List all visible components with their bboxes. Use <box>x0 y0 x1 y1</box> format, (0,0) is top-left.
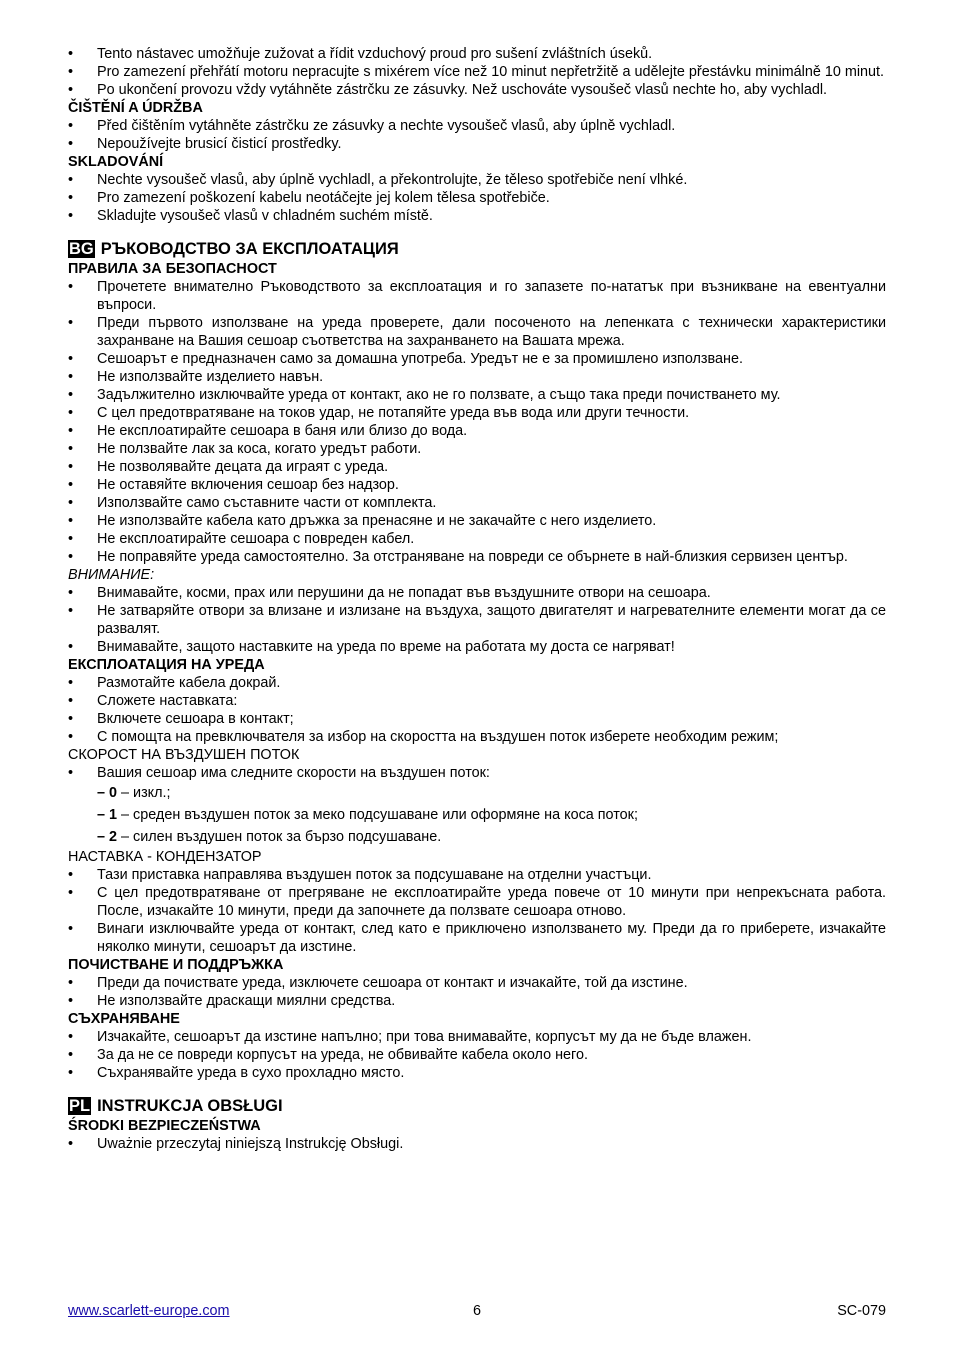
list-item: • Не използвайте изделието навън. <box>68 368 886 386</box>
list-item: • Uważnie przeczytaj niniejszą Instrukcję Obsługi. <box>68 1135 886 1153</box>
list-item: • Pro zamezení poškození kabelu neotáčejte jej kolem tělesa spotřebiče. <box>68 189 886 207</box>
list-item: • Изчакайте, сешоарът да изстине напълно; при това внимавайте, корпусът му да не бъде влажен. <box>68 1028 886 1046</box>
list-item: • С цел предотвратяване от прегряване не експлоатирайте уреда повече от 10 минути при непрекъсната работа. После, изчакайте 10 минути, преди да започнете да ползвате сешоара отново. <box>68 884 886 920</box>
section-heading: ПОЧИСТВАНЕ И ПОДДРЪЖКА <box>68 957 284 973</box>
model-number: SC-079 <box>837 1303 886 1319</box>
list-item: • Вашия сешоар има следните скорости на въздушен поток: <box>68 764 886 782</box>
speed-item: – 1 – среден въздушен поток за меко подсушаване или оформяне на коса поток; <box>97 807 638 823</box>
speed-item: – 0 – изкл.; <box>97 785 171 801</box>
language-tag-pl: PL <box>69 1097 91 1115</box>
list-item: • Не затваряйте отвори за влизане и излизане на въздуха, защото двигателят и нагревателните елементи могат да се развалят. <box>68 602 886 638</box>
list-item: • Před čištěním vytáhněte zástrčku ze zásuvky a nechte vysoušeč vlasů, aby úplně vychladl. <box>68 117 886 135</box>
list-item: • Преди да почиствате уреда, изключете сешоара от контакт и изчакайте, той да изстине. <box>68 974 886 992</box>
list-item: • Nepoužívejte brusicí čisticí prostředky. <box>68 135 886 153</box>
section-heading: ПРАВИЛА ЗА БЕЗОПАСНОСТ <box>68 261 277 277</box>
speed-item: – 2 – силен въздушен поток за бързо подсушаване. <box>97 829 442 845</box>
list-item: • Po ukončení provozu vždy vytáhněte zástrčku ze zásuvky. Než uschováte vysoušeč vlasů nechte ho, aby vychladl. <box>68 81 886 99</box>
list-item: • Nechte vysoušeč vlasů, aby úplně vychladl, a překontrolujte, že těleso spotřebiče není vlhké. <box>68 171 886 189</box>
list-item: • Не ползвайте лак за коса, когато уредът работи. <box>68 440 886 458</box>
list-item: • Не използвайте драскащи миялни средства. <box>68 992 886 1010</box>
list-item: • Не използвайте кабела като дръжка за пренасяне и не закачайте с него изделието. <box>68 512 886 530</box>
list-item: • Задължително изключвайте уреда от контакт, ако не го ползвате, а също така преди почистването му. <box>68 386 886 404</box>
pl-title: INSTRUKCJA OBSŁUGI <box>97 1097 283 1115</box>
manual-page <box>68 45 886 1153</box>
section-heading: ČIŠTĚNÍ A ÚDRŽBA <box>68 100 203 116</box>
list-item: • Не поправяйте уреда самостоятелно. За отстраняване на повреди се обърнете в най-близкия сервизен център. <box>68 548 886 566</box>
list-item: • Преди първото използване на уреда проверете, дали посоченото на лепенката с технически характеристики захранване на Вашия сешоар съответства на захранването на Вашата мрежа. <box>68 314 886 350</box>
bullet-list <box>68 45 886 99</box>
speed-text: – изкл.; <box>117 785 171 801</box>
list-item: • С помощта на превключвателя за избор на скоростта на въздушен поток изберете необходим режим; <box>68 728 886 746</box>
list-item: • Използвайте само съставните части от комплекта. <box>68 494 886 512</box>
list-item: • Включете сешоара в контакт; <box>68 710 886 728</box>
list-item: • Прочетете внимателно Ръководството за експлоатация и го запазете по-нататък при възникване на евентуални въпроси. <box>68 278 886 314</box>
list-item: • Съхранявайте уреда в сухо прохладно място. <box>68 1064 886 1082</box>
page-footer <box>68 1303 886 1323</box>
subsection-heading: СКОРОСТ НА ВЪЗДУШЕН ПОТОК <box>68 747 300 763</box>
list-item: • Pro zamezení přehřátí motoru nepracujte s mixérem více než 10 minut nepřetržitě a udělejte přestávku minimálně 10 minut. <box>68 63 886 81</box>
section-heading: ŚRODKI BEZPIECZEŃSTWA <box>68 1118 261 1134</box>
website-link[interactable]: www.scarlett-europe.com <box>68 1303 230 1319</box>
list-item: • Тази приставка направлява въздушен поток за подсушаване на отделни участъци. <box>68 866 886 884</box>
page-number: 6 <box>472 1303 481 1319</box>
list-item: • Внимавайте, косми, прах или перушини да не попадат във въздушните отвори на сешоара. <box>68 584 886 602</box>
list-item: • С цел предотвратяване на токов удар, не потапяйте уреда във вода или други течности. <box>68 404 886 422</box>
bg-title: РЪКОВОДСТВО ЗА ЕКСПЛОАТАЦИЯ <box>100 240 399 258</box>
list-item: • За да не се повреди корпусът на уреда, не обвивайте кабела около него. <box>68 1046 886 1064</box>
speed-number: 1 <box>109 807 118 823</box>
list-item: • Размотайте кабела докрай. <box>68 674 886 692</box>
list-item: • Не позволявайте децата да играят с уреда. <box>68 458 886 476</box>
subsection-heading: НАСТАВКА - КОНДЕНЗАТОР <box>68 849 262 865</box>
attention-heading: ВНИМАНИЕ: <box>68 567 155 583</box>
speed-text: – среден въздушен поток за меко подсушаване или оформяне на коса поток; <box>117 807 638 823</box>
section-heading: СЪХРАНЯВАНЕ <box>68 1011 180 1027</box>
bg-section-title <box>68 239 886 260</box>
list-item: • Не експлоатирайте сешоара с повреден кабел. <box>68 530 886 548</box>
list-item: • Не оставяйте включения сешоар без надзор. <box>68 476 886 494</box>
list-item: • Сешоарът е предназначен само за домашна употреба. Уредът не е за промишлено използване. <box>68 350 886 368</box>
list-item: • Внимавайте, защото наставките на уреда по време на работата му доста се нагряват! <box>68 638 886 656</box>
list-item: • Винаги изключвайте уреда от контакт, след като е приключено използването му. Преди да го приберете, изчакайте няколко минути, сешоарът да изстине. <box>68 920 886 956</box>
speed-number: 0 <box>109 785 118 801</box>
pl-section-title <box>68 1096 886 1117</box>
list-item: • Не експлоатирайте сешоара в баня или близо до вода. <box>68 422 886 440</box>
list-item: • Skladujte vysoušeč vlasů v chladném suchém místě. <box>68 207 886 225</box>
language-tag-bg: BG <box>69 240 94 258</box>
list-item: • Сложете наставката: <box>68 692 886 710</box>
section-heading: SKLADOVÁNÍ <box>68 154 164 170</box>
speed-text: – силен въздушен поток за бързо подсушаване. <box>117 829 442 845</box>
list-item: • Tento nástavec umožňuje zužovat a řídit vzduchový proud pro sušení zvláštních úseků. <box>68 45 886 63</box>
speed-number: 2 <box>109 829 118 845</box>
section-heading: ЕКСПЛОАТАЦИЯ НА УРЕДА <box>68 657 265 673</box>
